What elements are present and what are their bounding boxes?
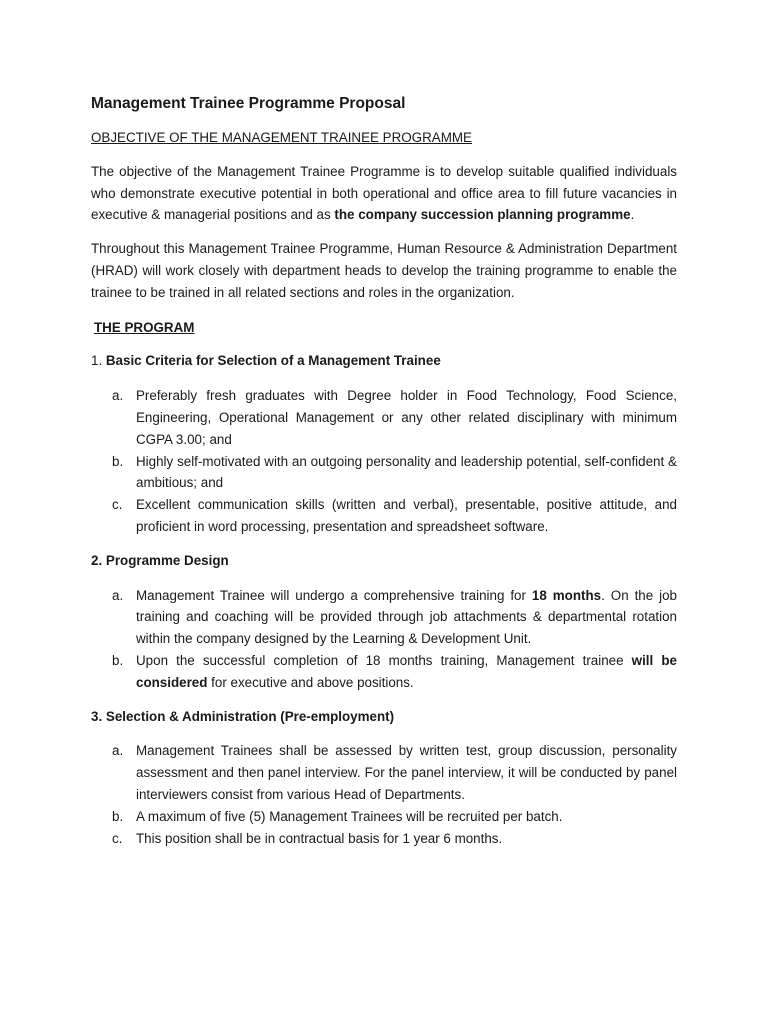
list-marker: a. (112, 587, 124, 603)
section-2-heading (91, 550, 677, 572)
section-1-number: 1. (91, 353, 106, 369)
section-2-title: 2. Programme Design (91, 552, 229, 568)
objective-heading: OBJECTIVE OF THE MANAGEMENT TRAINEE PROGRAMME (91, 130, 472, 145)
list-item-text: Upon the successful completion of 18 months training, Management trainee (136, 652, 632, 668)
list-item-bold: will be considered (136, 652, 677, 690)
objective-p1-text: The objective of the Management Trainee Programme is to develop suitable qualified individuals who demonstrate executive potential in both operational and office area to fill future vacancies in executive & managerial positions and as (91, 163, 677, 223)
list-marker: a. (112, 388, 124, 404)
section-3-heading (91, 706, 677, 728)
document-page (91, 93, 677, 861)
list-item (91, 740, 677, 805)
list-item-text: . On the job training and coaching will be provided through job attachments & departmental rotation within the company designed by the Learning & Development Unit. (136, 587, 678, 647)
list-item-text: A maximum of five (5) Management Trainees will be recruited per batch. (136, 808, 563, 824)
list-item-text: Preferably fresh graduates with Degree holder in Food Technology, Food Science, Engineering, Operational Management or any other related disciplinary with minimum CGPA 3.00; and (136, 388, 677, 447)
list-item (91, 494, 677, 538)
list-marker: c. (112, 830, 123, 846)
section-1-heading (91, 350, 677, 372)
list-marker: c. (112, 497, 123, 513)
list-item (91, 806, 677, 828)
section-3-list (91, 740, 677, 849)
section-1-list (91, 385, 677, 538)
list-item (91, 828, 677, 850)
list-item-text: for executive and above positions. (207, 674, 414, 690)
section-3-title: 3. Selection & Administration (Pre-employment) (91, 708, 395, 724)
list-marker: b. (112, 652, 124, 668)
section-1-title: Basic Criteria for Selection of a Management Trainee (105, 353, 441, 369)
list-item-text: Excellent communication skills (written and verbal), presentable, positive attitude, and proficient in word processing, presentation and spreadsheet software. (136, 497, 677, 534)
list-item (91, 385, 677, 450)
list-marker: b. (112, 808, 124, 824)
objective-p1-bold: the company succession planning programme (334, 207, 631, 223)
list-item (91, 451, 677, 495)
list-item-text: Management Trainee will undergo a comprehensive training for (136, 587, 532, 603)
list-item-text: This position shall be in contractual basis for 1 year 6 months. (136, 830, 503, 846)
objective-paragraph-1 (91, 161, 677, 226)
list-marker: b. (112, 453, 124, 469)
list-marker: a. (112, 743, 124, 759)
objective-p1-end: . (630, 207, 635, 223)
list-item-text: Management Trainees shall be assessed by written test, group discussion, personality assessment and then panel interview. For the panel interview, it will be conducted by panel interviewers consist from various Head of Departments. (136, 743, 677, 802)
section-2-list (91, 585, 677, 694)
list-item (91, 585, 677, 650)
objective-paragraph-2: Throughout this Management Trainee Programme, Human Resource & Administration Department (HRAD) will work closely with department heads to develop the training programme to enable the trainee to be trained in all related sections and roles in the organization. (91, 241, 677, 300)
list-item-text: Highly self-motivated with an outgoing personality and leadership potential, self-confident & ambitious; and (136, 453, 677, 491)
program-heading: THE PROGRAM (94, 319, 195, 335)
list-item-bold: 18 months (531, 587, 602, 603)
list-item (91, 650, 677, 694)
document-title: Management Trainee Programme Proposal (91, 95, 406, 112)
